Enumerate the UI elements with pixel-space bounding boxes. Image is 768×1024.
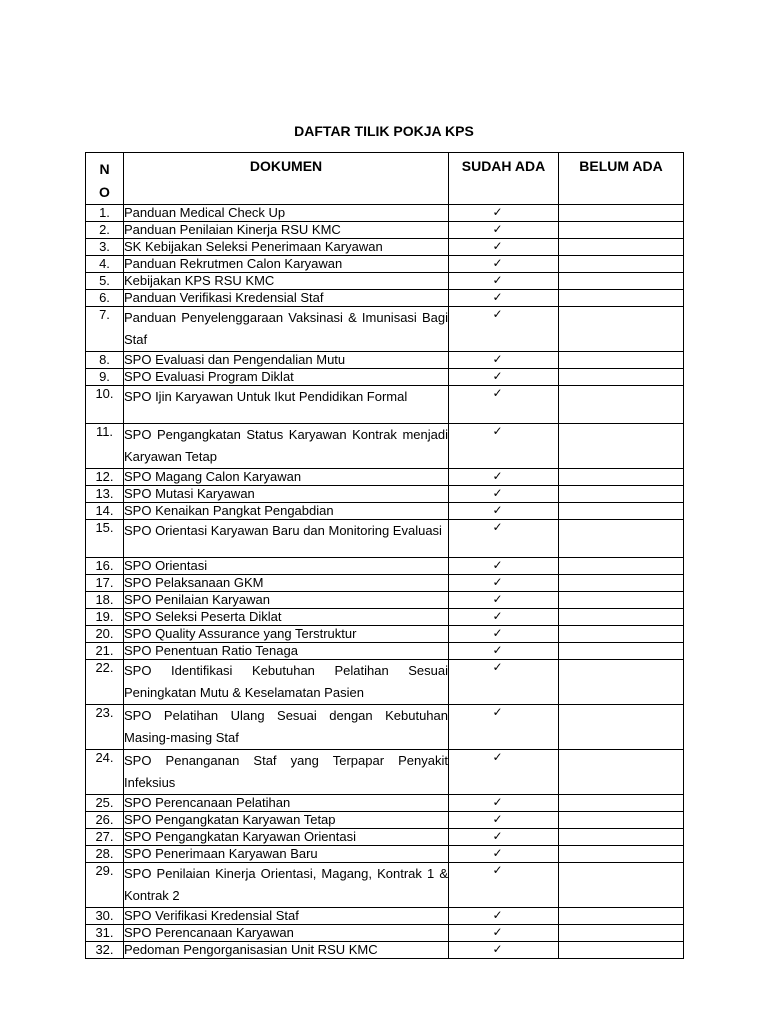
row-number: 5. bbox=[86, 273, 124, 290]
row-dokumen: Panduan Penyelenggaraan Vaksinasi & Imunisasi Bagi Staf bbox=[124, 307, 449, 352]
table-row bbox=[86, 205, 684, 222]
row-sudah-ada bbox=[449, 643, 559, 660]
column-header-no bbox=[86, 153, 124, 205]
row-sudah-ada bbox=[449, 558, 559, 575]
table-row bbox=[86, 575, 684, 592]
table-row bbox=[86, 558, 684, 575]
row-dokumen: Pedoman Pengorganisasian Unit RSU KMC bbox=[124, 942, 449, 959]
row-number: 8. bbox=[86, 352, 124, 369]
table-row bbox=[86, 290, 684, 307]
row-number: 32. bbox=[86, 942, 124, 959]
column-header-no-line1: N bbox=[99, 161, 110, 177]
row-belum-ada bbox=[559, 575, 684, 592]
row-sudah-ada bbox=[449, 239, 559, 256]
table-row bbox=[86, 222, 684, 239]
table-row bbox=[86, 942, 684, 959]
row-belum-ada bbox=[559, 520, 684, 558]
row-dokumen: Panduan Verifikasi Kredensial Staf bbox=[124, 290, 449, 307]
table-row bbox=[86, 469, 684, 486]
row-sudah-ada bbox=[449, 626, 559, 643]
row-belum-ada bbox=[559, 558, 684, 575]
check-mark-icon: ✓ bbox=[492, 369, 503, 383]
check-mark-icon: ✓ bbox=[492, 795, 503, 809]
check-mark-icon: ✓ bbox=[492, 592, 503, 606]
row-sudah-ada bbox=[449, 369, 559, 386]
page-title: DAFTAR TILIK POKJA KPS bbox=[294, 123, 474, 139]
check-mark-icon: ✓ bbox=[492, 660, 503, 674]
row-belum-ada bbox=[559, 660, 684, 705]
row-dokumen: SPO Penerimaan Karyawan Baru bbox=[124, 846, 449, 863]
check-mark-icon: ✓ bbox=[492, 575, 503, 589]
check-mark-icon: ✓ bbox=[492, 239, 503, 253]
row-number: 6. bbox=[86, 290, 124, 307]
row-dokumen: SPO Orientasi bbox=[124, 558, 449, 575]
check-mark-icon: ✓ bbox=[492, 205, 503, 219]
row-belum-ada bbox=[559, 386, 684, 424]
row-belum-ada bbox=[559, 469, 684, 486]
row-belum-ada bbox=[559, 609, 684, 626]
row-number: 7. bbox=[86, 307, 124, 352]
table-row bbox=[86, 273, 684, 290]
row-dokumen: SPO Pelatihan Ulang Sesuai dengan Kebutuhan Masing-masing Staf bbox=[124, 705, 449, 750]
check-mark-icon: ✓ bbox=[492, 273, 503, 287]
row-sudah-ada bbox=[449, 829, 559, 846]
check-mark-icon: ✓ bbox=[492, 829, 503, 843]
table-row bbox=[86, 829, 684, 846]
table-row bbox=[86, 520, 684, 558]
row-sudah-ada bbox=[449, 863, 559, 908]
row-number: 22. bbox=[86, 660, 124, 705]
row-number: 28. bbox=[86, 846, 124, 863]
row-dokumen: SPO Identifikasi Kebutuhan Pelatihan Sesuai Peningkatan Mutu & Keselamatan Pasien bbox=[124, 660, 449, 705]
row-sudah-ada bbox=[449, 609, 559, 626]
table-row bbox=[86, 503, 684, 520]
check-mark-icon: ✓ bbox=[492, 908, 503, 922]
check-mark-icon: ✓ bbox=[492, 352, 503, 366]
row-belum-ada bbox=[559, 643, 684, 660]
table-row bbox=[86, 925, 684, 942]
row-dokumen: SPO Penanganan Staf yang Terpapar Penyakit Infeksius bbox=[124, 750, 449, 795]
row-number: 23. bbox=[86, 705, 124, 750]
row-number: 17. bbox=[86, 575, 124, 592]
row-dokumen: SPO Penilaian Kinerja Orientasi, Magang, Kontrak 1 & Kontrak 2 bbox=[124, 863, 449, 908]
table-row bbox=[86, 626, 684, 643]
check-mark-icon: ✓ bbox=[492, 558, 503, 572]
table-row bbox=[86, 846, 684, 863]
row-sudah-ada bbox=[449, 942, 559, 959]
row-belum-ada bbox=[559, 626, 684, 643]
row-belum-ada bbox=[559, 222, 684, 239]
row-sudah-ada bbox=[449, 705, 559, 750]
row-sudah-ada bbox=[449, 812, 559, 829]
row-sudah-ada bbox=[449, 352, 559, 369]
check-mark-icon: ✓ bbox=[492, 643, 503, 657]
row-belum-ada bbox=[559, 750, 684, 795]
row-dokumen: SPO Magang Calon Karyawan bbox=[124, 469, 449, 486]
row-number: 27. bbox=[86, 829, 124, 846]
row-dokumen: SPO Mutasi Karyawan bbox=[124, 486, 449, 503]
check-mark-icon: ✓ bbox=[492, 469, 503, 483]
check-mark-icon: ✓ bbox=[492, 812, 503, 826]
row-number: 4. bbox=[86, 256, 124, 273]
row-dokumen: Panduan Medical Check Up bbox=[124, 205, 449, 222]
row-dokumen: SPO Pengangkatan Status Karyawan Kontrak menjadi Karyawan Tetap bbox=[124, 424, 449, 469]
check-mark-icon: ✓ bbox=[492, 256, 503, 270]
row-number: 24. bbox=[86, 750, 124, 795]
row-number: 30. bbox=[86, 908, 124, 925]
row-dokumen: Panduan Penilaian Kinerja RSU KMC bbox=[124, 222, 449, 239]
row-belum-ada bbox=[559, 592, 684, 609]
row-sudah-ada bbox=[449, 908, 559, 925]
row-belum-ada bbox=[559, 239, 684, 256]
row-dokumen: SPO Pengangkatan Karyawan Orientasi bbox=[124, 829, 449, 846]
row-number: 2. bbox=[86, 222, 124, 239]
row-number: 20. bbox=[86, 626, 124, 643]
row-belum-ada bbox=[559, 205, 684, 222]
row-belum-ada bbox=[559, 846, 684, 863]
row-belum-ada bbox=[559, 863, 684, 908]
check-mark-icon: ✓ bbox=[492, 626, 503, 640]
row-sudah-ada bbox=[449, 256, 559, 273]
row-number: 29. bbox=[86, 863, 124, 908]
row-belum-ada bbox=[559, 273, 684, 290]
row-dokumen: SPO Ijin Karyawan Untuk Ikut Pendidikan Formal bbox=[124, 386, 449, 424]
table-row bbox=[86, 592, 684, 609]
row-sudah-ada bbox=[449, 503, 559, 520]
row-dokumen: SPO Pengangkatan Karyawan Tetap bbox=[124, 812, 449, 829]
row-belum-ada bbox=[559, 352, 684, 369]
row-dokumen: SPO Verifikasi Kredensial Staf bbox=[124, 908, 449, 925]
table-header-row bbox=[86, 153, 684, 205]
row-dokumen: SPO Pelaksanaan GKM bbox=[124, 575, 449, 592]
table-row bbox=[86, 812, 684, 829]
row-sudah-ada bbox=[449, 750, 559, 795]
row-dokumen: Panduan Rekrutmen Calon Karyawan bbox=[124, 256, 449, 273]
row-sudah-ada bbox=[449, 592, 559, 609]
row-belum-ada bbox=[559, 829, 684, 846]
row-sudah-ada bbox=[449, 205, 559, 222]
table-row bbox=[86, 795, 684, 812]
check-mark-icon: ✓ bbox=[492, 290, 503, 304]
column-header-sudah-ada: SUDAH ADA bbox=[449, 153, 559, 205]
check-mark-icon: ✓ bbox=[492, 424, 503, 438]
row-belum-ada bbox=[559, 942, 684, 959]
row-dokumen: SPO Kenaikan Pangkat Pengabdian bbox=[124, 503, 449, 520]
row-belum-ada bbox=[559, 290, 684, 307]
check-mark-icon: ✓ bbox=[492, 503, 503, 517]
row-number: 25. bbox=[86, 795, 124, 812]
row-dokumen: SPO Quality Assurance yang Terstruktur bbox=[124, 626, 449, 643]
row-number: 3. bbox=[86, 239, 124, 256]
row-dokumen: SPO Seleksi Peserta Diklat bbox=[124, 609, 449, 626]
row-sudah-ada bbox=[449, 486, 559, 503]
column-header-belum-ada: BELUM ADA bbox=[559, 153, 684, 205]
row-number: 1. bbox=[86, 205, 124, 222]
row-sudah-ada bbox=[449, 386, 559, 424]
row-dokumen: SPO Penilaian Karyawan bbox=[124, 592, 449, 609]
table-row bbox=[86, 369, 684, 386]
check-mark-icon: ✓ bbox=[492, 386, 503, 400]
table-row bbox=[86, 386, 684, 424]
row-dokumen: SPO Perencanaan Pelatihan bbox=[124, 795, 449, 812]
row-number: 13. bbox=[86, 486, 124, 503]
row-dokumen: SPO Penentuan Ratio Tenaga bbox=[124, 643, 449, 660]
table-row bbox=[86, 705, 684, 750]
row-sudah-ada bbox=[449, 795, 559, 812]
table-body bbox=[86, 205, 684, 959]
row-sudah-ada bbox=[449, 520, 559, 558]
check-mark-icon: ✓ bbox=[492, 307, 503, 321]
row-number: 14. bbox=[86, 503, 124, 520]
check-mark-icon: ✓ bbox=[492, 925, 503, 939]
check-mark-icon: ✓ bbox=[492, 520, 503, 534]
row-sudah-ada bbox=[449, 575, 559, 592]
row-sudah-ada bbox=[449, 290, 559, 307]
column-header-dokumen: DOKUMEN bbox=[124, 153, 449, 205]
row-belum-ada bbox=[559, 486, 684, 503]
check-mark-icon: ✓ bbox=[492, 705, 503, 719]
row-sudah-ada bbox=[449, 307, 559, 352]
row-number: 16. bbox=[86, 558, 124, 575]
row-number: 21. bbox=[86, 643, 124, 660]
check-mark-icon: ✓ bbox=[492, 750, 503, 764]
row-number: 31. bbox=[86, 925, 124, 942]
row-belum-ada bbox=[559, 256, 684, 273]
check-mark-icon: ✓ bbox=[492, 846, 503, 860]
row-dokumen: SPO Perencanaan Karyawan bbox=[124, 925, 449, 942]
table-row bbox=[86, 660, 684, 705]
row-belum-ada bbox=[559, 424, 684, 469]
check-mark-icon: ✓ bbox=[492, 942, 503, 956]
check-mark-icon: ✓ bbox=[492, 486, 503, 500]
row-belum-ada bbox=[559, 925, 684, 942]
row-number: 18. bbox=[86, 592, 124, 609]
row-sudah-ada bbox=[449, 660, 559, 705]
row-dokumen: SPO Evaluasi dan Pengendalian Mutu bbox=[124, 352, 449, 369]
row-sudah-ada bbox=[449, 273, 559, 290]
table-row bbox=[86, 352, 684, 369]
row-belum-ada bbox=[559, 812, 684, 829]
table-row bbox=[86, 908, 684, 925]
row-sudah-ada bbox=[449, 222, 559, 239]
row-belum-ada bbox=[559, 503, 684, 520]
row-number: 26. bbox=[86, 812, 124, 829]
row-number: 9. bbox=[86, 369, 124, 386]
table-row bbox=[86, 424, 684, 469]
table-row bbox=[86, 863, 684, 908]
check-mark-icon: ✓ bbox=[492, 609, 503, 623]
row-belum-ada bbox=[559, 795, 684, 812]
row-dokumen: SPO Evaluasi Program Diklat bbox=[124, 369, 449, 386]
row-number: 15. bbox=[86, 520, 124, 558]
checklist-table bbox=[85, 152, 684, 959]
row-dokumen: SPO Orientasi Karyawan Baru dan Monitoring Evaluasi bbox=[124, 520, 449, 558]
row-dokumen: SK Kebijakan Seleksi Penerimaan Karyawan bbox=[124, 239, 449, 256]
row-belum-ada bbox=[559, 369, 684, 386]
row-sudah-ada bbox=[449, 846, 559, 863]
row-sudah-ada bbox=[449, 424, 559, 469]
row-number: 12. bbox=[86, 469, 124, 486]
row-number: 10. bbox=[86, 386, 124, 424]
row-dokumen: Kebijakan KPS RSU KMC bbox=[124, 273, 449, 290]
table-row bbox=[86, 643, 684, 660]
row-belum-ada bbox=[559, 307, 684, 352]
column-header-no-line2: O bbox=[99, 184, 110, 200]
row-sudah-ada bbox=[449, 925, 559, 942]
table-row bbox=[86, 609, 684, 626]
table-row bbox=[86, 239, 684, 256]
check-mark-icon: ✓ bbox=[492, 222, 503, 236]
table-row bbox=[86, 256, 684, 273]
row-sudah-ada bbox=[449, 469, 559, 486]
row-belum-ada bbox=[559, 908, 684, 925]
table-row bbox=[86, 486, 684, 503]
row-number: 19. bbox=[86, 609, 124, 626]
check-mark-icon: ✓ bbox=[492, 863, 503, 877]
table-row bbox=[86, 307, 684, 352]
table-row bbox=[86, 750, 684, 795]
row-belum-ada bbox=[559, 705, 684, 750]
row-number: 11. bbox=[86, 424, 124, 469]
